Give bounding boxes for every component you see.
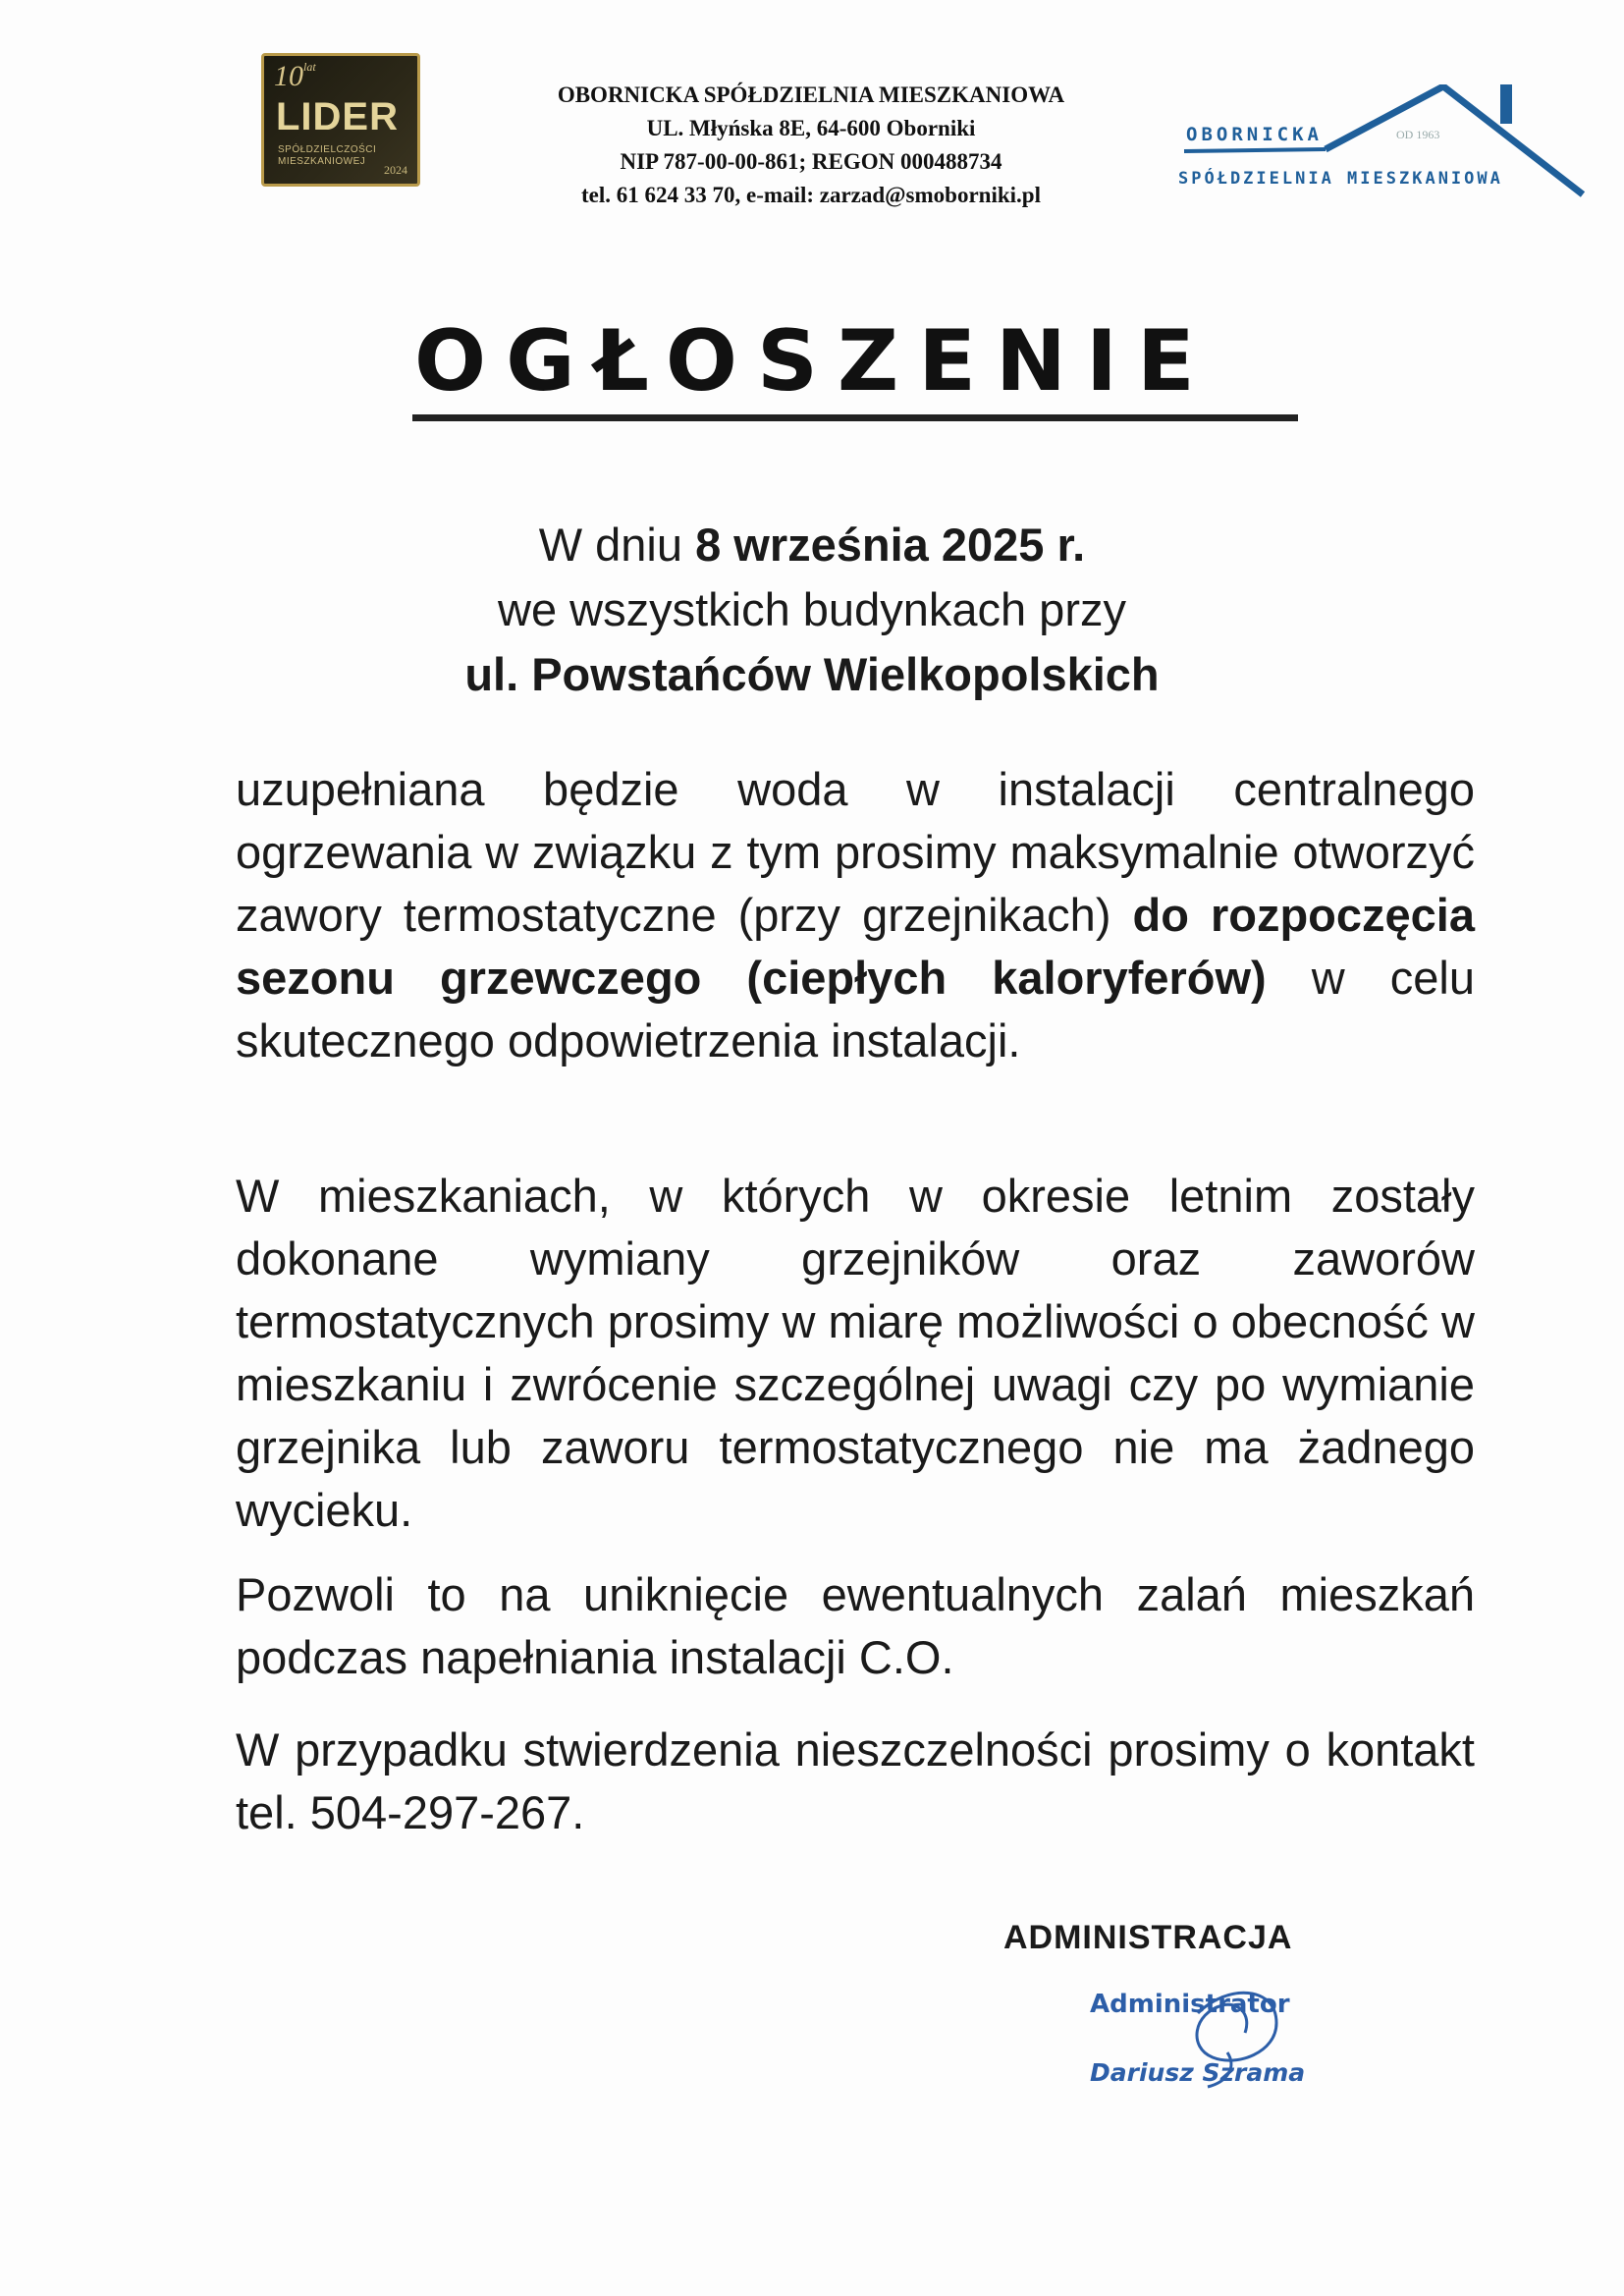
paragraph-4: W przypadku stwierdzenia nieszczelności prosimy o kontakt tel. 504-297-267.	[236, 1723, 1475, 1838]
leader-badge-logo	[261, 53, 420, 187]
p1-text-a: uzupełniana będzie woda w instalacji centralnego ogrzewania w związku z tym prosimy maksymalnie otworzyć zawory termostatyczne (przy grzejnikach)	[236, 763, 1475, 941]
paragraph-2: W mieszkaniach, w których w okresie letnim zostały dokonane wymiany grzejników oraz zaworów termostatycznych prosimy w miarę możliwości o obecność w mieszkaniu i zwrócenie szczególnej uwagi czy po wymianie grzejnika lub zaworu termostatycznego nie ma żadnego wycieku.	[236, 1170, 1475, 1536]
logo-word-2: SPÓŁDZIELNIA MIESZKANIOWA	[1178, 169, 1503, 189]
letterhead	[467, 79, 1155, 212]
handwritten-signature-icon	[1080, 1974, 1326, 2111]
logo-since: OD 1963	[1396, 128, 1440, 141]
title-underline	[412, 414, 1298, 421]
intro-prefix: W dniu	[538, 519, 696, 571]
signature-label: ADMINISTRACJA	[1003, 1919, 1293, 1956]
stamp-name: Dariusz Szrama	[1090, 2058, 1306, 2087]
letterhead-address: UL. Młyńska 8E, 64-600 Oborniki	[646, 116, 976, 140]
badge-subtitle: SPÓŁDZIELCZOŚCI MIESZKANIOWEJ	[278, 144, 377, 167]
letterhead-name: OBORNICKA SPÓŁDZIELNIA MIESZKANIOWA	[557, 82, 1065, 107]
paragraph-3: Pozwoli to na uniknięcie ewentualnych zalań mieszkań podczas napełniania instalacji C.O.	[236, 1568, 1475, 1683]
logo-word-1: OBORNICKA	[1186, 124, 1323, 145]
cooperative-logo	[1178, 84, 1591, 202]
paragraph-1	[236, 758, 1475, 1072]
intro-date-line	[295, 513, 1329, 577]
stamp-title: Administrator	[1090, 1990, 1290, 2019]
intro-street: ul. Powstańców Wielkopolskich	[464, 648, 1160, 700]
page-title: OGŁOSZENIE	[414, 312, 1215, 410]
intro-block	[295, 513, 1329, 707]
badge-word: LIDER	[276, 95, 399, 138]
administrator-stamp	[1080, 1974, 1326, 2111]
intro-line-2: we wszystkich budynkach przy	[498, 583, 1126, 635]
badge-year: 2024	[384, 163, 407, 177]
letterhead-ids: NIP 787-00-00-861; REGON 000488734	[620, 149, 1002, 174]
p1-text-b: w celu skutecznego odpowietrzenia instalacji.	[236, 952, 1476, 1066]
letterhead-contact: tel. 61 624 33 70, e-mail: zarzad@smoborniki.pl	[581, 183, 1041, 207]
badge-years: $10^{lat}$	[274, 60, 316, 92]
intro-date: 8 września 2025 r.	[695, 519, 1086, 571]
p1-bold-text: do rozpoczęcia sezonu grzewczego (ciepłych kaloryferów)	[236, 889, 1476, 1004]
